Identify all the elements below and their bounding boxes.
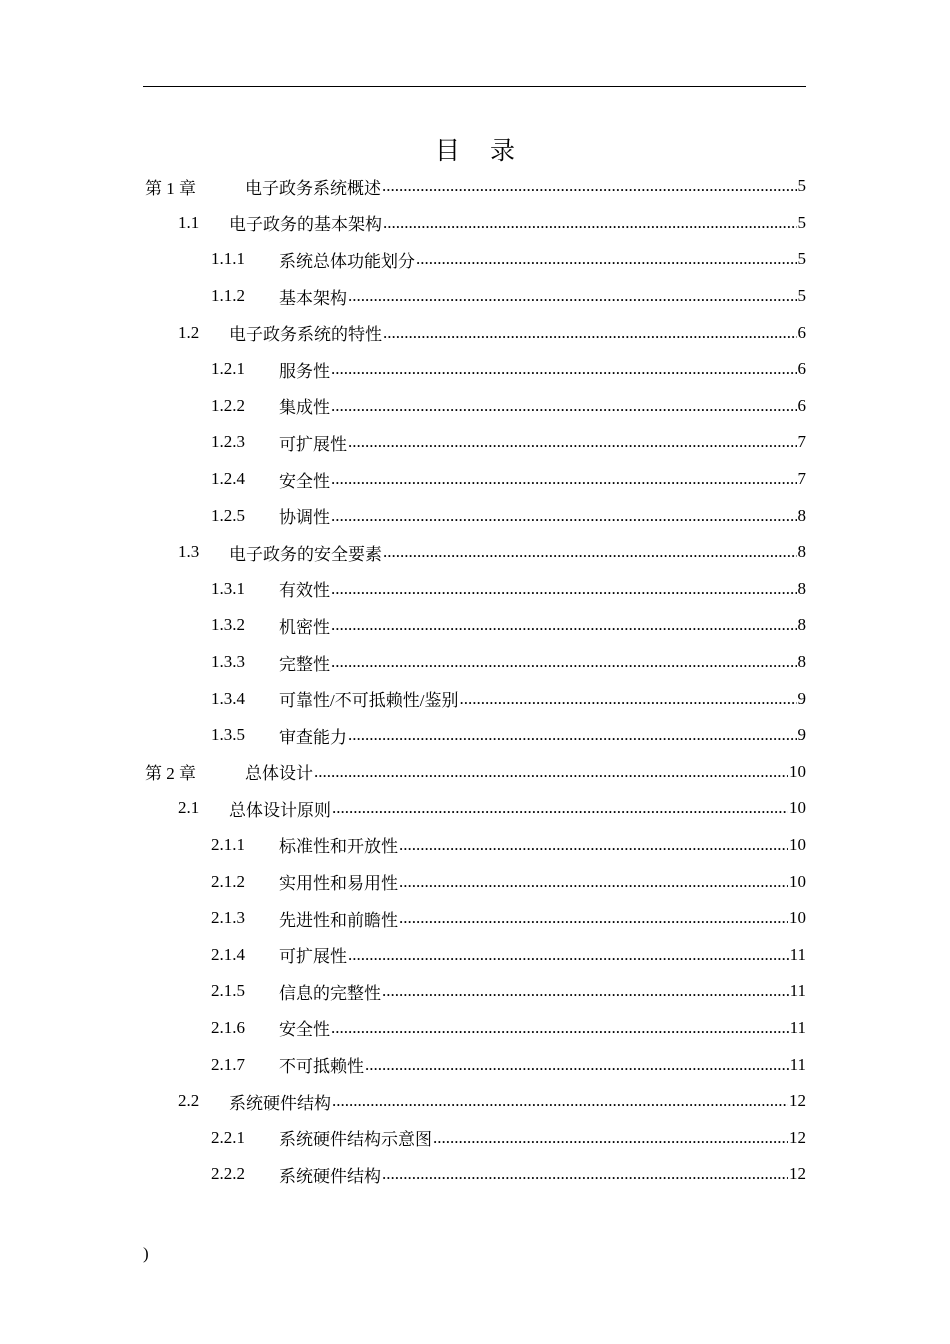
toc-entry-number: 1.2.1 [211, 359, 245, 379]
toc-entry-title: 有效性 [279, 581, 330, 601]
toc-dot-leader [382, 1163, 788, 1185]
toc-entry-number: 第 1 章 [145, 178, 196, 198]
toc-entry[interactable] [0, 863, 950, 900]
toc-entry-page-number: 8 [797, 652, 806, 672]
toc-entry-page-number: 5 [797, 249, 806, 269]
toc-entry-page-number: 10 [789, 761, 806, 781]
toc-dot-leader [433, 1127, 788, 1149]
toc-entry-title: 实用性和易用性 [279, 874, 398, 894]
toc-dot-leader [331, 358, 797, 380]
toc-entry[interactable] [0, 936, 950, 973]
toc-entry-title: 信息的完整性 [279, 983, 381, 1003]
toc-entry-title: 电子政务的安全要素 [229, 544, 382, 564]
toc-entry-number: 2.1 [178, 798, 200, 818]
toc-entry-page-number: 9 [797, 688, 806, 708]
toc-entry-title: 审查能力 [279, 727, 347, 747]
toc-entry-title: 标准性和开放性 [279, 837, 398, 857]
toc-entry[interactable] [0, 461, 950, 498]
toc-entry-title: 电子政务系统的特性 [229, 325, 382, 345]
toc-entry-page-number: 8 [797, 505, 806, 525]
toc-entry-title: 协调性 [279, 508, 330, 528]
toc-entry-number: 1.2.3 [211, 432, 245, 452]
toc-entry-number: 1.1.1 [211, 249, 245, 269]
toc-entry-page-number: 7 [797, 432, 806, 452]
toc-entry[interactable] [0, 424, 950, 461]
toc-entry-page-number: 8 [797, 542, 806, 562]
header-rule [143, 86, 806, 87]
toc-list [0, 168, 950, 1193]
toc-dot-leader [348, 944, 789, 966]
toc-entry-page-number: 6 [797, 395, 806, 415]
toc-entry-number: 2.1.4 [211, 944, 245, 964]
toc-entry-number: 1.3.3 [211, 652, 245, 672]
footer-mark: ) [143, 1244, 149, 1263]
toc-entry-number: 1.2 [178, 322, 200, 342]
toc-entry-page-number: 5 [797, 286, 806, 306]
toc-dot-leader [399, 907, 788, 929]
toc-entry-title: 集成性 [279, 398, 330, 418]
toc-dot-leader [382, 980, 789, 1002]
toc-dot-leader [331, 614, 797, 636]
toc-entry[interactable] [0, 168, 950, 205]
toc-entry-title: 电子政务系统概述 [245, 178, 381, 198]
toc-entry[interactable] [0, 680, 950, 717]
toc-dot-leader [331, 468, 797, 490]
toc-dot-leader [331, 1017, 789, 1039]
toc-entry-page-number: 6 [797, 322, 806, 342]
toc-entry[interactable] [0, 900, 950, 937]
toc-entry-page-number: 5 [797, 212, 806, 232]
toc-entry-title: 安全性 [279, 471, 330, 491]
toc-entry-number: 2.2 [178, 1091, 200, 1111]
toc-dot-leader [416, 248, 797, 270]
toc-entry[interactable] [0, 278, 950, 315]
toc-entry-title: 系统硬件结构 [279, 1166, 381, 1186]
toc-entry[interactable] [0, 388, 950, 425]
toc-entry-page-number: 8 [797, 578, 806, 598]
toc-entry[interactable] [0, 1046, 950, 1083]
toc-entry-number: 2.1.6 [211, 1017, 245, 1037]
toc-entry[interactable] [0, 314, 950, 351]
toc-entry-number: 1.1 [178, 212, 200, 232]
toc-entry-page-number: 12 [789, 1127, 806, 1147]
toc-entry-number: 2.1.3 [211, 908, 245, 928]
toc-entry[interactable] [0, 205, 950, 242]
toc-dot-leader [348, 285, 797, 307]
toc-entry-title: 系统硬件结构示意图 [279, 1130, 432, 1150]
toc-entry-page-number: 12 [789, 1091, 806, 1111]
toc-entry-number: 第 2 章 [145, 764, 196, 784]
toc-dot-leader [383, 212, 797, 234]
toc-entry-title: 系统硬件结构 [229, 1093, 331, 1113]
toc-entry-title: 可扩展性 [279, 434, 347, 454]
toc-entry-page-number: 12 [789, 1164, 806, 1184]
toc-dot-leader [399, 871, 788, 893]
toc-entry-title: 机密性 [279, 617, 330, 637]
toc-entry-title: 可靠性/不可抵赖性/鉴别 [279, 691, 459, 711]
toc-entry[interactable] [0, 607, 950, 644]
toc-dot-leader [348, 431, 797, 453]
toc-entry-page-number: 7 [797, 469, 806, 489]
toc-entry-page-number: 5 [797, 176, 806, 196]
toc-entry[interactable] [0, 827, 950, 864]
toc-entry-number: 1.3.1 [211, 578, 245, 598]
toc-entry-number: 2.1.1 [211, 834, 245, 854]
toc-dot-leader [332, 797, 788, 819]
toc-entry-title: 基本架构 [279, 288, 347, 308]
toc-entry-page-number: 8 [797, 615, 806, 635]
toc-entry[interactable] [0, 1119, 950, 1156]
toc-title: 目录 [434, 136, 545, 165]
toc-entry[interactable] [0, 790, 950, 827]
toc-entry-number: 2.2.2 [211, 1164, 245, 1184]
toc-entry-page-number: 11 [789, 1054, 806, 1074]
toc-entry-number: 2.2.1 [211, 1127, 245, 1147]
toc-entry-page-number: 6 [797, 359, 806, 379]
toc-entry-page-number: 10 [789, 798, 806, 818]
toc-entry-number: 1.3 [178, 542, 200, 562]
toc-dot-leader [382, 175, 797, 197]
toc-entry-title: 先进性和前瞻性 [279, 910, 398, 930]
toc-entry[interactable] [0, 717, 950, 754]
toc-entry-title: 可扩展性 [279, 947, 347, 967]
toc-entry-title: 系统总体功能划分 [279, 251, 415, 271]
toc-entry[interactable] [0, 754, 950, 791]
toc-entry-page-number: 11 [789, 1017, 806, 1037]
toc-entry-title: 总体设计 [245, 764, 313, 784]
toc-dot-leader [365, 1054, 789, 1076]
toc-entry-number: 1.3.2 [211, 615, 245, 635]
toc-entry[interactable] [0, 1083, 950, 1120]
toc-entry-number: 2.1.5 [211, 981, 245, 1001]
toc-entry[interactable] [0, 973, 950, 1010]
toc-entry[interactable] [0, 644, 950, 681]
toc-entry-title: 电子政务的基本架构 [229, 215, 382, 235]
toc-entry-number: 1.3.5 [211, 725, 245, 745]
toc-entry-title: 不可抵赖性 [279, 1057, 364, 1077]
toc-dot-leader [348, 724, 797, 746]
toc-entry-title: 总体设计原则 [229, 800, 331, 820]
toc-dot-leader [331, 505, 797, 527]
toc-entry-number: 1.3.4 [211, 688, 245, 708]
toc-entry[interactable] [0, 351, 950, 388]
toc-dot-leader [332, 1090, 788, 1112]
toc-entry-number: 1.1.2 [211, 286, 245, 306]
toc-dot-leader [399, 834, 788, 856]
toc-entry-number: 1.2.4 [211, 469, 245, 489]
toc-entry[interactable] [0, 534, 950, 571]
toc-entry[interactable] [0, 571, 950, 608]
toc-dot-leader [459, 688, 796, 710]
toc-dot-leader [331, 651, 797, 673]
toc-dot-leader [331, 578, 797, 600]
toc-dot-leader [383, 541, 797, 563]
toc-entry-page-number: 10 [789, 908, 806, 928]
toc-entry-page-number: 9 [797, 725, 806, 745]
toc-entry-number: 2.1.2 [211, 871, 245, 891]
toc-dot-leader [331, 395, 797, 417]
toc-entry-page-number: 11 [789, 981, 806, 1001]
toc-entry-page-number: 10 [789, 834, 806, 854]
toc-entry-page-number: 11 [789, 944, 806, 964]
toc-entry[interactable] [0, 1010, 950, 1047]
toc-entry-number: 1.2.5 [211, 505, 245, 525]
toc-entry-page-number: 10 [789, 871, 806, 891]
toc-dot-leader [383, 322, 797, 344]
toc-entry-title: 完整性 [279, 654, 330, 674]
toc-entry[interactable] [0, 1156, 950, 1193]
toc-entry[interactable] [0, 241, 950, 278]
toc-entry[interactable] [0, 497, 950, 534]
toc-entry-title: 服务性 [279, 361, 330, 381]
toc-dot-leader [314, 761, 788, 783]
toc-entry-number: 2.1.7 [211, 1054, 245, 1074]
toc-entry-number: 1.2.2 [211, 395, 245, 415]
toc-entry-title: 安全性 [279, 1020, 330, 1040]
